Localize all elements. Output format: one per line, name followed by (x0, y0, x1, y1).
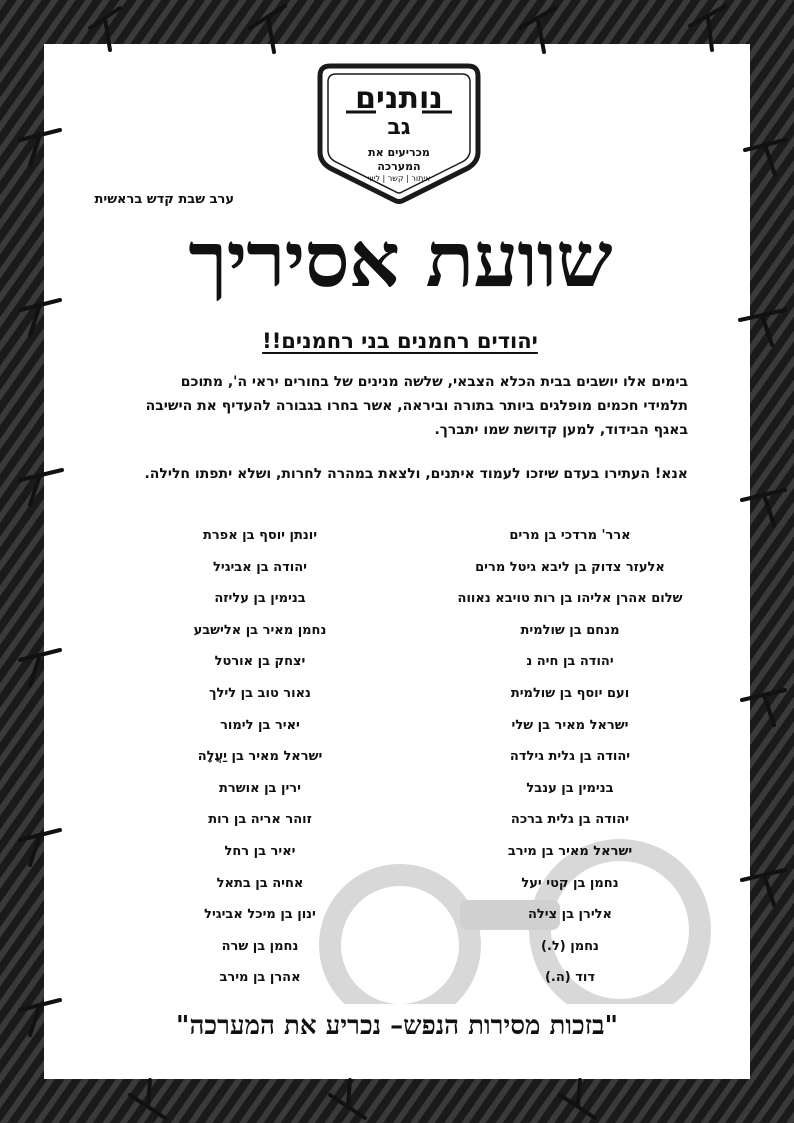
name-item: ירין בן אושרת (219, 780, 301, 796)
name-item: אלעזר צדוק בן ליבא גיטל מרים (475, 559, 665, 575)
logo-tagline-2: המערכה (377, 160, 421, 173)
name-item: דוד (ה.) (544, 970, 596, 986)
name-item: ישראל מאיר בן מירב (507, 843, 633, 859)
name-item: מנחם בן שולמית (520, 622, 620, 638)
name-item: יהודה בן חיה נ (526, 654, 614, 670)
name-item: נאור טוב בן לילך (209, 685, 311, 701)
name-item: יאיר בן לימור (220, 717, 300, 733)
name-item: ינון בן מיכל אביגיל (204, 907, 316, 923)
logo-tagline-1: מכריעים את (368, 146, 430, 159)
logo-small-text: איתור | קשר | ליווי (367, 174, 431, 183)
footer-quote: "בזכות מסירות הנפש– נכריע את המערכה" (175, 1011, 619, 1041)
name-item: יונתן יוסף בן אפרת (202, 528, 318, 543)
name-item: שלום אהרן אליהו בן רות טויבא נאווה (457, 591, 683, 607)
paragraph-1: בימים אלו יושבים בבית הכלא הצבאי, שלשה מנינים של בחורים יראי ה', מתוכם תלמידי חכמים מופלגים ביותר בתורה וביראה, אשר בחרו בגבורה להעדיף את הישיבה באגף הבידוד, למען קדושת שמו יתברך. (145, 374, 688, 438)
name-item: יהודה בן גלית ברכה (510, 812, 630, 828)
name-item: בנימין בן עליזה (214, 591, 306, 607)
date-line: ערב שבת קדש בראשית (94, 192, 234, 207)
name-item: בנימין בן ענבל (526, 780, 614, 796)
name-item: יאיר בן רחל (224, 843, 296, 859)
name-item: אלירן בן צילה (528, 907, 612, 923)
paragraph-2: אנא! העתירו בעדם שיזכו לעמוד איתנים, ולצאת במהרה לחרות, ושלא יתפתו חלילה. (144, 466, 688, 482)
name-item: נחמן בן שרה (221, 938, 299, 954)
name-item: אהרן בן מירב (219, 970, 301, 986)
name-item: ועם יוסף בן שולמית (510, 685, 630, 701)
name-item: נחמן מאיר בן אלישבע (193, 622, 327, 638)
name-item: ישראל מאיר בן שלי (511, 717, 629, 733)
name-item: זוהר אריה בן רות (208, 812, 312, 828)
name-item: יצחק בן אורטל (214, 654, 306, 670)
page-title: שוועת אסיריך (188, 215, 612, 304)
name-item: ארר' מרדכי בן מרים (509, 528, 631, 543)
subtitle: יהודים רחמנים בני רחמנים!! (262, 329, 538, 353)
name-item: יהודה בן גלית גילדה (509, 749, 631, 765)
notnim-gav-logo (316, 62, 482, 204)
name-item: נחמן בן קטי יעל (521, 875, 619, 891)
name-item: ישראל מאיר בן יַעֲלָה (197, 749, 323, 765)
logo-subtitle: גב (387, 115, 411, 140)
name-item: נחמן (ל.) (541, 938, 599, 954)
name-item: אחיה בן בתאל (216, 875, 304, 891)
logo-title: נותנים (355, 81, 443, 116)
name-item: יהודה בן אביגיל (213, 559, 307, 575)
names-column-right (440, 522, 700, 996)
names-column-left (130, 522, 390, 996)
